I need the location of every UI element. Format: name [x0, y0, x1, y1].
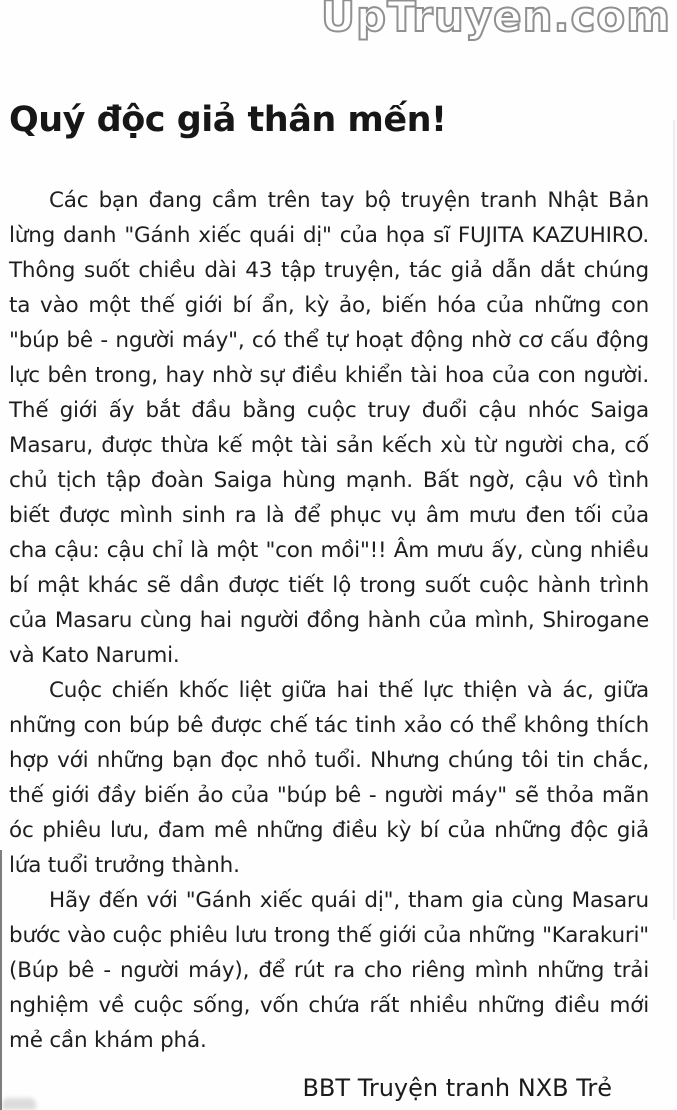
- page-title: Quý độc giả thân mến!: [9, 100, 447, 140]
- paragraph-intro: Các bạn đang cầm trên tay bộ truyện tranh Nhật Bản lừng danh "Gánh xiếc quái dị" của họa sĩ FUJITA KAZUHIRO. Thông suốt chiều dài 43 tập truyện, tác giả dẫn dắt chúng ta vào một thế giới bí ẩn, kỳ ảo, biến hóa của những con "búp bê - người máy", có thể tự hoạt động nhờ cơ cấu động lực bên trong, hay nhờ sự điều khiển tài hoa của con người. Thế giới ấy bắt đầu bằng cuộc truy đuổi cậu nhóc Saiga Masaru, được thừa kế một tài sản kếch xù từ người cha, cố chủ tịch tập đoàn Saiga hùng mạnh. Bất ngờ, cậu vô tình biết được mình sinh ra là để phục vụ âm mưu đen tối của cha cậu: cậu chỉ là một "con mồi"!! Âm mưu ấy, cùng nhiều bí mật khác sẽ dần được tiết lộ trong suốt cuộc hành trình của Masaru cùng hai người đồng hành của mình, Shirogane và Kato Narumi.: [9, 188, 649, 668]
- letter-body: [9, 183, 649, 1058]
- paragraph-invitation: Hãy đến với "Gánh xiếc quái dị", tham gia cùng Masaru bước vào cuộc phiêu lưu trong thế giới của những "Karakuri" (Búp bê - người máy), để rút ra cho riêng mình những trải nghiệm về cuộc sống, vốn chứa rất nhiều những điều mới mẻ cần khám phá.: [9, 888, 649, 1053]
- page-edge-line-left: [0, 850, 2, 1110]
- page-edge-line-right: [673, 120, 675, 920]
- paragraph-warning: Cuộc chiến khốc liệt giữa hai thế lực thiện và ác, giữa những con búp bê được chế tác tinh xảo có thể không thích hợp với những bạn đọc nhỏ tuổi. Nhưng chúng tôi tin chắc, thế giới đầy biến ảo của "búp bê - người máy" sẽ thỏa mãn óc phiêu lưu, đam mê những điều kỳ bí của những độc giả lứa tuổi trưởng thành.: [9, 678, 649, 878]
- scan-smudge: [2, 1098, 36, 1110]
- signature: BBT Truyện tranh NXB Trẻ: [302, 1074, 612, 1102]
- watermark-uptruyen-logo: UpTruyen.com: [320, 0, 671, 41]
